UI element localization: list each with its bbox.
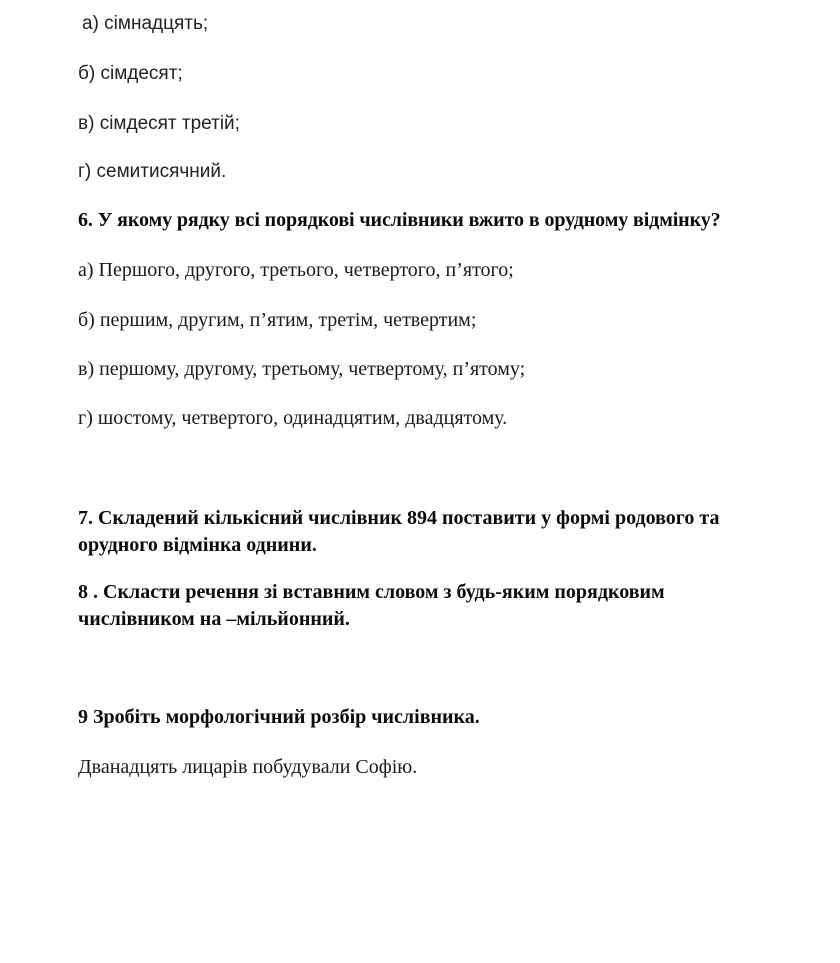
q7-question-line2: орудного відмінка однини. (78, 534, 317, 556)
q5-option-c: в) сімдесят третій; (78, 113, 240, 134)
q7-question-line1: 7. Складений кількісний числівник 894 поставити у формі родового та (78, 507, 720, 529)
q6-option-c: в) першому, другому, третьому, четвертому, п’ятому; (78, 358, 526, 380)
q9-question: 9 Зробіть морфологічний розбір числівника. (78, 706, 480, 728)
q5-option-d: г) семитисячний. (78, 161, 227, 182)
q6-question: 6. У якому рядку всі порядкові числівники вжито в орудному відмінку? (78, 209, 721, 231)
q8-question-line1: 8 . Скласти речення зі вставним словом з будь-яким порядковим (78, 581, 665, 603)
q6-option-b: б) першим, другим, п’ятим, третім, четвертим; (78, 309, 477, 331)
q6-option-d: г) шостому, четвертого, одинадцятим, двадцятому. (78, 407, 508, 429)
q6-option-a: а) Першого, другого, третього, четвертого, п’ятого; (78, 259, 514, 281)
q5-option-a: а) сімнадцять; (82, 13, 209, 34)
q9-sentence: Дванадцять лицарів побудували Софію. (78, 756, 418, 778)
q8-question-line2: числівником на –мільйонний. (78, 608, 350, 630)
q5-option-b: б) сімдесят; (78, 63, 183, 84)
